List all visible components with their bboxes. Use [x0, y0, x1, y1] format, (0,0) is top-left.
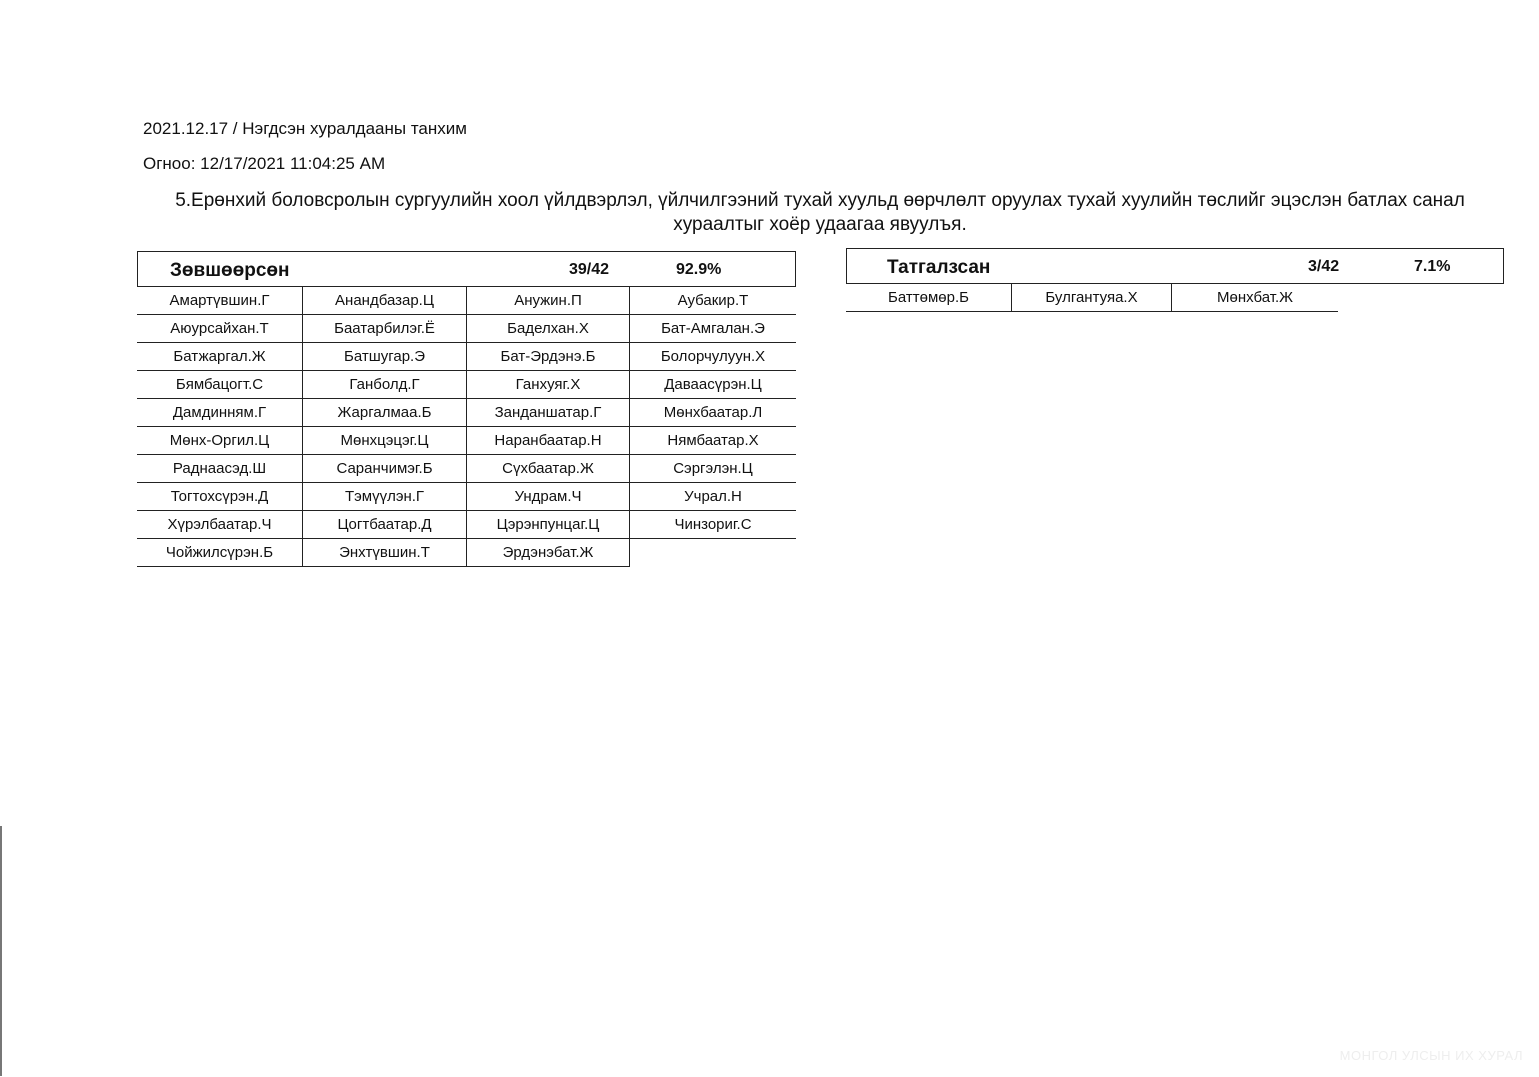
scan-edge-mark — [0, 826, 2, 1076]
member-name-cell: Дамдинням.Г — [137, 399, 303, 427]
member-name-cell: Ганболд.Г — [303, 371, 467, 399]
approve-names-grid — [137, 287, 796, 567]
member-name-cell: Учрал.Н — [630, 483, 796, 511]
reject-percent: 7.1% — [1414, 258, 1451, 275]
approve-percent: 92.9% — [676, 261, 722, 278]
member-name-cell: Мөнх-Оргил.Ц — [137, 427, 303, 455]
member-name-cell: Аубакир.Т — [630, 287, 796, 315]
member-name-cell: Эрдэнэбат.Ж — [467, 539, 630, 567]
member-name-cell: Аюурсайхан.Т — [137, 315, 303, 343]
member-name-cell: Занданшатар.Г — [467, 399, 630, 427]
member-name-cell: Булгантуяа.Х — [1012, 284, 1172, 312]
member-name-cell: Нямбаатар.Х — [630, 427, 796, 455]
member-name-cell: Энхтүвшин.Т — [303, 539, 467, 567]
member-name-cell: Анужин.П — [467, 287, 630, 315]
member-name-cell: Амартүвшин.Г — [137, 287, 303, 315]
member-name-cell: Болорчулуун.Х — [630, 343, 796, 371]
agenda-title: 5.Ерөнхий боловсролын сургуулийн хоол үйлдвэрлэл, үйлчилгээний тухай хуульд өөрчлөлт оруулах тухай хуулийн төслийг эцэслэн батлах санал хураалтыг хоёр удаагаа явуулъя. — [175, 190, 1465, 235]
member-name-cell: Саранчимэг.Б — [303, 455, 467, 483]
member-name-cell: Ундрам.Ч — [467, 483, 630, 511]
date-line: Огноо: 12/17/2021 11:04:25 AM — [143, 154, 386, 173]
member-name-cell: Сэргэлэн.Ц — [630, 455, 796, 483]
member-name-cell: Баделхан.Х — [467, 315, 630, 343]
reject-header — [846, 248, 1504, 284]
member-name-cell: Жаргалмаа.Б — [303, 399, 467, 427]
member-name-cell: Анандбазар.Ц — [303, 287, 467, 315]
member-name-cell: Батшугар.Э — [303, 343, 467, 371]
member-name-cell: Раднаасэд.Ш — [137, 455, 303, 483]
member-name-cell: Тэмүүлэн.Г — [303, 483, 467, 511]
member-name-cell: Мөнхбаатар.Л — [630, 399, 796, 427]
member-name-cell: Цогтбаатар.Д — [303, 511, 467, 539]
member-name-cell: Мөнхбат.Ж — [1172, 284, 1338, 312]
member-name-cell: Бат-Эрдэнэ.Б — [467, 343, 630, 371]
member-name-cell: Баттөмөр.Б — [846, 284, 1012, 312]
member-name-cell: Сүхбаатар.Ж — [467, 455, 630, 483]
approve-label: Зөвшөөрсөн — [170, 260, 290, 281]
reject-count: 3/42 — [1308, 258, 1340, 275]
member-name-cell: Бямбацогт.С — [137, 371, 303, 399]
approve-vote-table — [137, 251, 796, 567]
approve-header — [137, 251, 796, 287]
member-name-cell: Чойжилсүрэн.Б — [137, 539, 303, 567]
approve-count: 39/42 — [569, 261, 610, 278]
member-name-cell: Даваасүрэн.Ц — [630, 371, 796, 399]
member-name-cell: Цэрэнпунцаг.Ц — [467, 511, 630, 539]
reject-label: Татгалзсан — [887, 257, 991, 278]
member-name-cell: Наранбаатар.Н — [467, 427, 630, 455]
member-name-cell: Мөнхцэцэг.Ц — [303, 427, 467, 455]
watermark: МОНГОЛ УЛСЫН ИХ ХУРАЛ — [1339, 1048, 1523, 1063]
session-line: 2021.12.17 / Нэгдсэн хуралдааны танхим — [143, 119, 467, 138]
member-name-cell: Тогтохсүрэн.Д — [137, 483, 303, 511]
member-name-cell: Хүрэлбаатар.Ч — [137, 511, 303, 539]
reject-vote-table — [846, 248, 1504, 312]
member-name-cell: Бат-Амгалан.Э — [630, 315, 796, 343]
member-name-cell: Баатарбилэг.Ё — [303, 315, 467, 343]
reject-names-grid — [846, 284, 1504, 312]
member-name-cell: Чинзориг.С — [630, 511, 796, 539]
member-name-cell: Ганхуяг.Х — [467, 371, 630, 399]
member-name-cell: Батжаргал.Ж — [137, 343, 303, 371]
